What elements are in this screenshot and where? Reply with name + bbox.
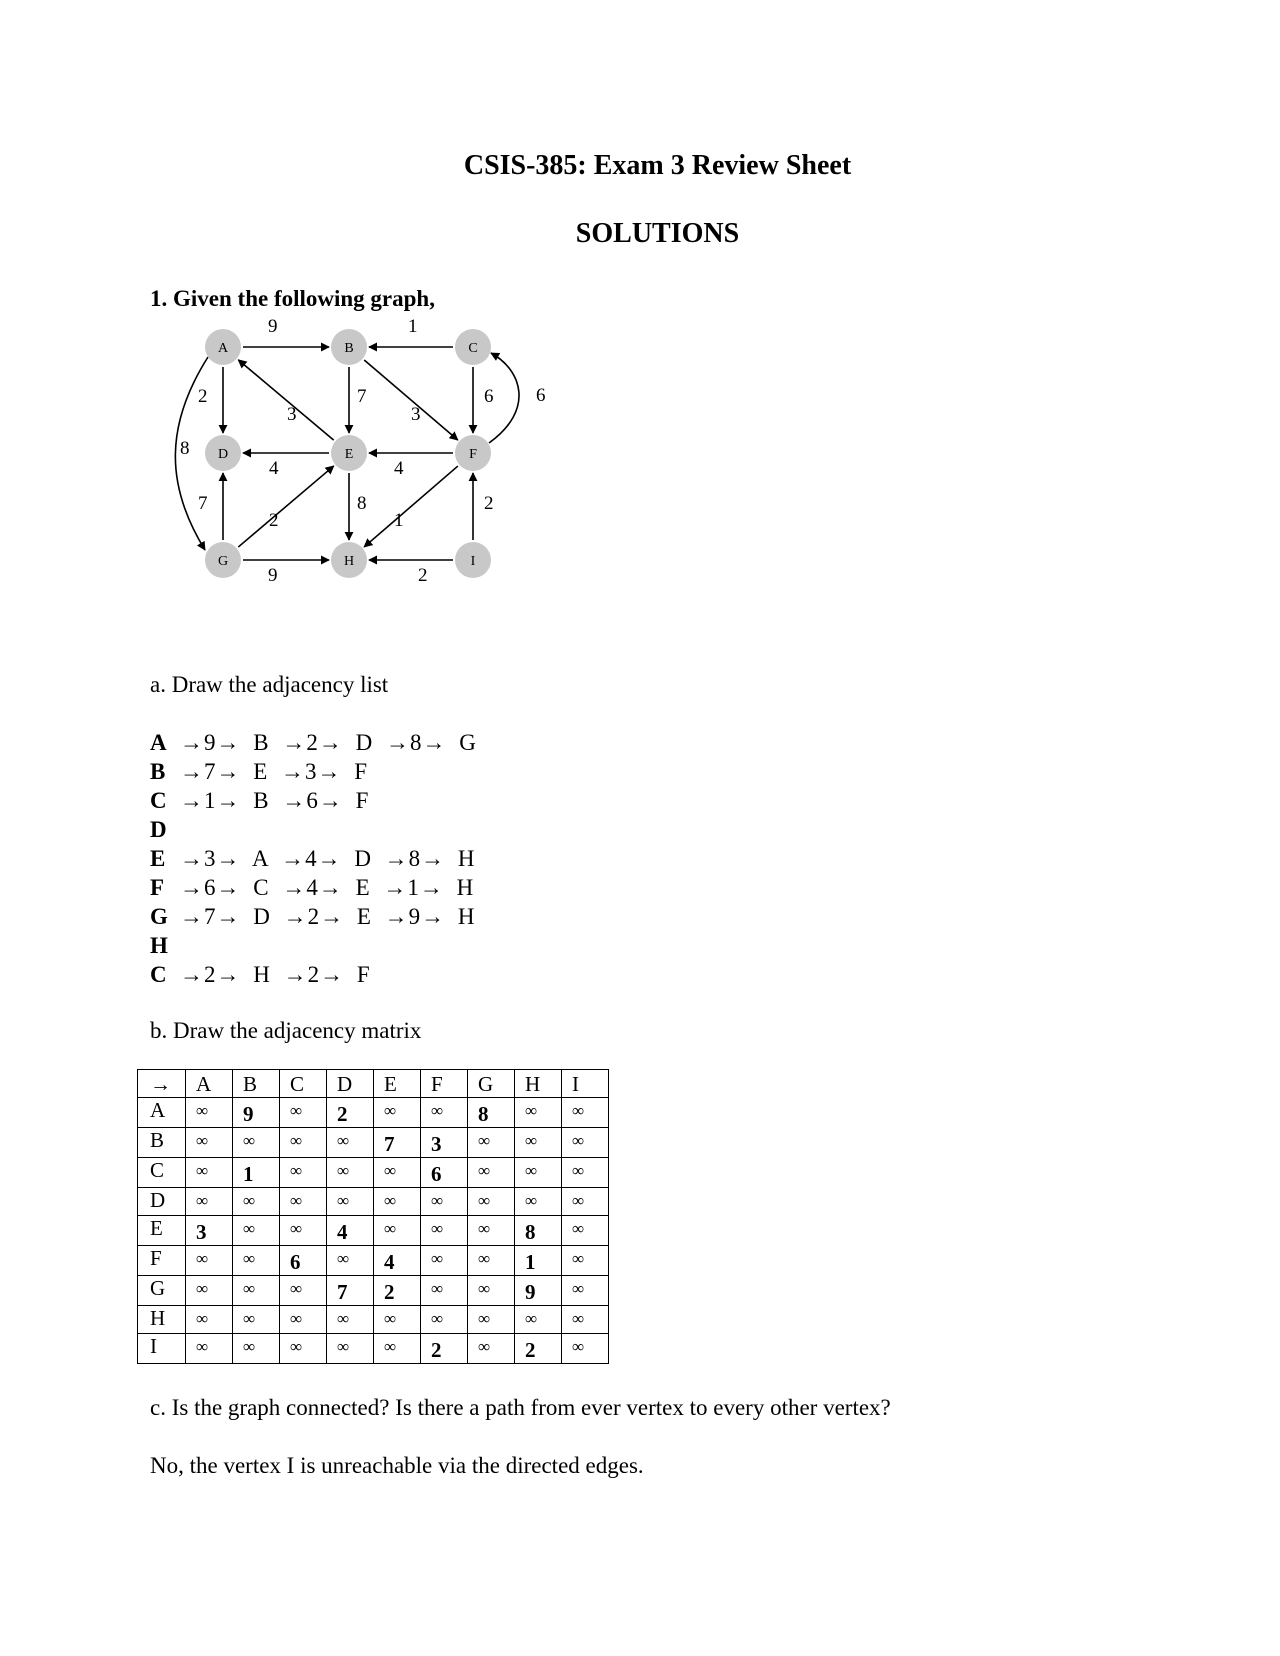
adjacency-vertex: B [150, 759, 166, 784]
matrix-column-header: G [468, 1070, 515, 1098]
edge-weight-b-f: 3 [411, 404, 421, 425]
matrix-cell: ∞ [562, 1306, 609, 1334]
edge-weight-f-e: 4 [394, 458, 404, 479]
matrix-row [138, 1098, 609, 1128]
matrix-row [138, 1128, 609, 1158]
matrix-cell: 2 [327, 1098, 374, 1128]
adjacency-vertex: F [150, 875, 165, 900]
adjacency-row [150, 902, 477, 931]
matrix-cell: ∞ [421, 1306, 468, 1334]
matrix-row [138, 1188, 609, 1216]
matrix-row [138, 1246, 609, 1276]
matrix-cell: 2 [421, 1334, 468, 1364]
matrix-cell: ∞ [515, 1306, 562, 1334]
matrix-cell: ∞ [186, 1158, 233, 1188]
edge-weight-e-d: 4 [269, 458, 279, 479]
part-b-prompt: b. Draw the adjacency matrix [150, 1018, 422, 1043]
matrix-cell: 1 [515, 1246, 562, 1276]
matrix-cell: ∞ [186, 1276, 233, 1306]
matrix-column-header: A [186, 1070, 233, 1098]
matrix-cell: 3 [186, 1216, 233, 1246]
matrix-cell: ∞ [327, 1128, 374, 1158]
adjacency-vertex: G [150, 904, 168, 929]
matrix-cell: ∞ [186, 1188, 233, 1216]
directed-graph-figure [150, 315, 590, 615]
matrix-cell: 6 [280, 1246, 327, 1276]
matrix-cell: 2 [374, 1276, 421, 1306]
node-label: D [217, 447, 229, 462]
matrix-cell: ∞ [327, 1334, 374, 1364]
graph-node-f [455, 435, 491, 471]
matrix-cell: ∞ [327, 1306, 374, 1334]
adjacency-neighbors: →9→ B →2→ D →8→ G [180, 730, 477, 755]
graph-node-b [331, 329, 367, 365]
matrix-cell: ∞ [468, 1188, 515, 1216]
matrix-cell: ∞ [421, 1246, 468, 1276]
matrix-cell: ∞ [421, 1098, 468, 1128]
adjacency-neighbors: →7→ E →3→ F [180, 759, 369, 784]
matrix-column-header: F [421, 1070, 468, 1098]
matrix-column-header: E [374, 1070, 421, 1098]
node-label: I [470, 554, 476, 569]
matrix-row-header: I [138, 1334, 186, 1364]
matrix-cell: 2 [515, 1334, 562, 1364]
matrix-cell: ∞ [233, 1306, 280, 1334]
matrix-column-header: B [233, 1070, 280, 1098]
matrix-column-header: H [515, 1070, 562, 1098]
graph-node-e [331, 435, 367, 471]
matrix-row [138, 1158, 609, 1188]
matrix-cell: ∞ [468, 1334, 515, 1364]
matrix-cell: ∞ [186, 1098, 233, 1128]
matrix-column-header: C [280, 1070, 327, 1098]
page-subtitle: SOLUTIONS [575, 218, 740, 249]
matrix-cell: ∞ [562, 1276, 609, 1306]
matrix-cell: ∞ [515, 1158, 562, 1188]
matrix-cell: 3 [421, 1128, 468, 1158]
part-c-answer: No, the vertex I is unreachable via the directed edges. [150, 1453, 644, 1478]
graph-node-g [205, 542, 241, 578]
matrix-cell: ∞ [327, 1246, 374, 1276]
matrix-cell: ∞ [280, 1188, 327, 1216]
matrix-cell: ∞ [374, 1216, 421, 1246]
matrix-row-header: H [138, 1306, 186, 1334]
node-label: G [217, 554, 229, 569]
adjacency-row [150, 786, 477, 815]
matrix-row [138, 1334, 609, 1364]
matrix-cell: ∞ [280, 1098, 327, 1128]
matrix-cell: ∞ [374, 1158, 421, 1188]
edge-weight-g-h: 9 [268, 565, 278, 586]
matrix-cell: ∞ [562, 1188, 609, 1216]
matrix-column-header: I [562, 1070, 609, 1098]
adjacency-neighbors: →6→ C →4→ E →1→ H [180, 875, 475, 900]
matrix-cell: ∞ [233, 1216, 280, 1246]
edge-f-to-h [364, 466, 458, 547]
matrix-row [138, 1216, 609, 1246]
matrix-cell: 9 [233, 1098, 280, 1128]
matrix-row-header: D [138, 1188, 186, 1216]
matrix-cell: 4 [327, 1216, 374, 1246]
graph-node-i [455, 542, 491, 578]
adjacency-vertex: H [150, 933, 168, 958]
node-label: B [344, 341, 354, 356]
matrix-cell: ∞ [468, 1246, 515, 1276]
matrix-cell: ∞ [233, 1188, 280, 1216]
adjacency-row [150, 728, 477, 757]
adjacency-vertex: E [150, 846, 166, 871]
matrix-cell: ∞ [327, 1158, 374, 1188]
adjacency-neighbors: →2→ H →2→ F [180, 962, 371, 987]
matrix-cell: ∞ [468, 1158, 515, 1188]
adjacency-neighbors: →7→ D →2→ E →9→ H [180, 904, 476, 929]
matrix-corner-arrow: → [138, 1070, 186, 1098]
matrix-cell: ∞ [562, 1158, 609, 1188]
node-label: A [217, 341, 229, 356]
adjacency-neighbors: →1→ B →6→ F [180, 788, 370, 813]
matrix-row-header: E [138, 1216, 186, 1246]
matrix-row-header: B [138, 1128, 186, 1158]
matrix-cell: ∞ [421, 1216, 468, 1246]
matrix-cell: 1 [233, 1158, 280, 1188]
matrix-cell: ∞ [562, 1246, 609, 1276]
matrix-cell: 7 [374, 1128, 421, 1158]
matrix-cell: ∞ [327, 1188, 374, 1216]
edge-weight-i-h: 2 [418, 565, 428, 586]
matrix-cell: ∞ [233, 1276, 280, 1306]
matrix-column-header: D [327, 1070, 374, 1098]
matrix-row [138, 1306, 609, 1334]
node-label: E [344, 447, 354, 462]
matrix-cell: 8 [515, 1216, 562, 1246]
graph-node-c [455, 329, 491, 365]
edge-weight-f-h: 1 [394, 510, 404, 531]
node-label: F [469, 447, 477, 462]
matrix-cell: ∞ [562, 1216, 609, 1246]
matrix-header-row [138, 1070, 609, 1098]
graph-node-h [331, 542, 367, 578]
matrix-row [138, 1276, 609, 1306]
adjacency-vertex: C [150, 962, 167, 987]
edge-weight-b-e: 7 [357, 386, 367, 407]
adjacency-row [150, 873, 477, 902]
matrix-cell: 7 [327, 1276, 374, 1306]
adjacency-row [150, 844, 477, 873]
edge-weight-c-b: 1 [408, 316, 418, 337]
matrix-cell: ∞ [374, 1188, 421, 1216]
matrix-cell: ∞ [562, 1098, 609, 1128]
matrix-cell: ∞ [280, 1216, 327, 1246]
node-label: H [343, 554, 355, 569]
matrix-cell: ∞ [374, 1098, 421, 1128]
matrix-cell: ∞ [280, 1306, 327, 1334]
matrix-cell: ∞ [280, 1334, 327, 1364]
node-label: C [468, 341, 478, 356]
adjacency-matrix [137, 1069, 609, 1364]
matrix-cell: ∞ [515, 1128, 562, 1158]
matrix-cell: ∞ [515, 1098, 562, 1128]
edge-weight-a-b: 9 [268, 316, 278, 337]
edge-weight-i-f: 2 [484, 493, 494, 514]
matrix-cell: ∞ [280, 1158, 327, 1188]
edge-weight-f-c: 6 [536, 385, 546, 406]
matrix-cell: ∞ [468, 1128, 515, 1158]
matrix-cell: 9 [515, 1276, 562, 1306]
matrix-cell: ∞ [233, 1128, 280, 1158]
edge-e-to-a [238, 360, 333, 440]
edge-f-to-c [489, 353, 519, 443]
matrix-cell: ∞ [186, 1334, 233, 1364]
page-title: CSIS-385: Exam 3 Review Sheet [463, 150, 852, 181]
edge-weight-a-g: 8 [180, 438, 190, 459]
adjacency-row [150, 757, 477, 786]
matrix-cell: 4 [374, 1246, 421, 1276]
matrix-cell: ∞ [280, 1128, 327, 1158]
adjacency-list [150, 728, 477, 989]
matrix-row-header: C [138, 1158, 186, 1188]
matrix-cell: ∞ [233, 1246, 280, 1276]
edge-weight-g-d: 7 [198, 493, 208, 514]
matrix-cell: ∞ [186, 1128, 233, 1158]
graph-node-d [205, 435, 241, 471]
part-a-prompt: a. Draw the adjacency list [150, 672, 389, 697]
edge-weight-c-f: 6 [484, 386, 494, 407]
question-1-heading: 1. Given the following graph, [150, 286, 435, 311]
adjacency-row [150, 815, 477, 844]
matrix-row-header: A [138, 1098, 186, 1128]
matrix-cell: ∞ [468, 1306, 515, 1334]
edge-g-to-e [238, 466, 334, 547]
adjacency-neighbors: →3→ A →4→ D →8→ H [180, 846, 476, 871]
matrix-row-header: F [138, 1246, 186, 1276]
matrix-cell: ∞ [186, 1306, 233, 1334]
matrix-cell: ∞ [186, 1246, 233, 1276]
matrix-cell: 8 [468, 1098, 515, 1128]
edge-b-to-f [364, 360, 458, 440]
edge-weight-g-e: 2 [269, 510, 279, 531]
part-c-prompt: c. Is the graph connected? Is there a path from ever vertex to every other vertex? [150, 1395, 891, 1420]
matrix-cell: 6 [421, 1158, 468, 1188]
matrix-cell: ∞ [233, 1334, 280, 1364]
matrix-cell: ∞ [468, 1276, 515, 1306]
matrix-row-header: G [138, 1276, 186, 1306]
matrix-cell: ∞ [280, 1276, 327, 1306]
matrix-cell: ∞ [468, 1216, 515, 1246]
matrix-cell: ∞ [562, 1128, 609, 1158]
edge-weight-e-a: 3 [287, 404, 297, 425]
matrix-cell: ∞ [374, 1306, 421, 1334]
adjacency-vertex: A [150, 730, 167, 755]
adjacency-vertex: D [150, 817, 167, 842]
edge-weight-a-d: 2 [198, 386, 208, 407]
matrix-cell: ∞ [421, 1188, 468, 1216]
adjacency-row [150, 931, 477, 960]
edge-weight-e-h: 8 [357, 493, 367, 514]
matrix-cell: ∞ [515, 1188, 562, 1216]
matrix-cell: ∞ [374, 1334, 421, 1364]
matrix-cell: ∞ [421, 1276, 468, 1306]
matrix-cell: ∞ [562, 1334, 609, 1364]
adjacency-row [150, 960, 477, 989]
graph-node-a [205, 329, 241, 365]
adjacency-vertex: C [150, 788, 167, 813]
